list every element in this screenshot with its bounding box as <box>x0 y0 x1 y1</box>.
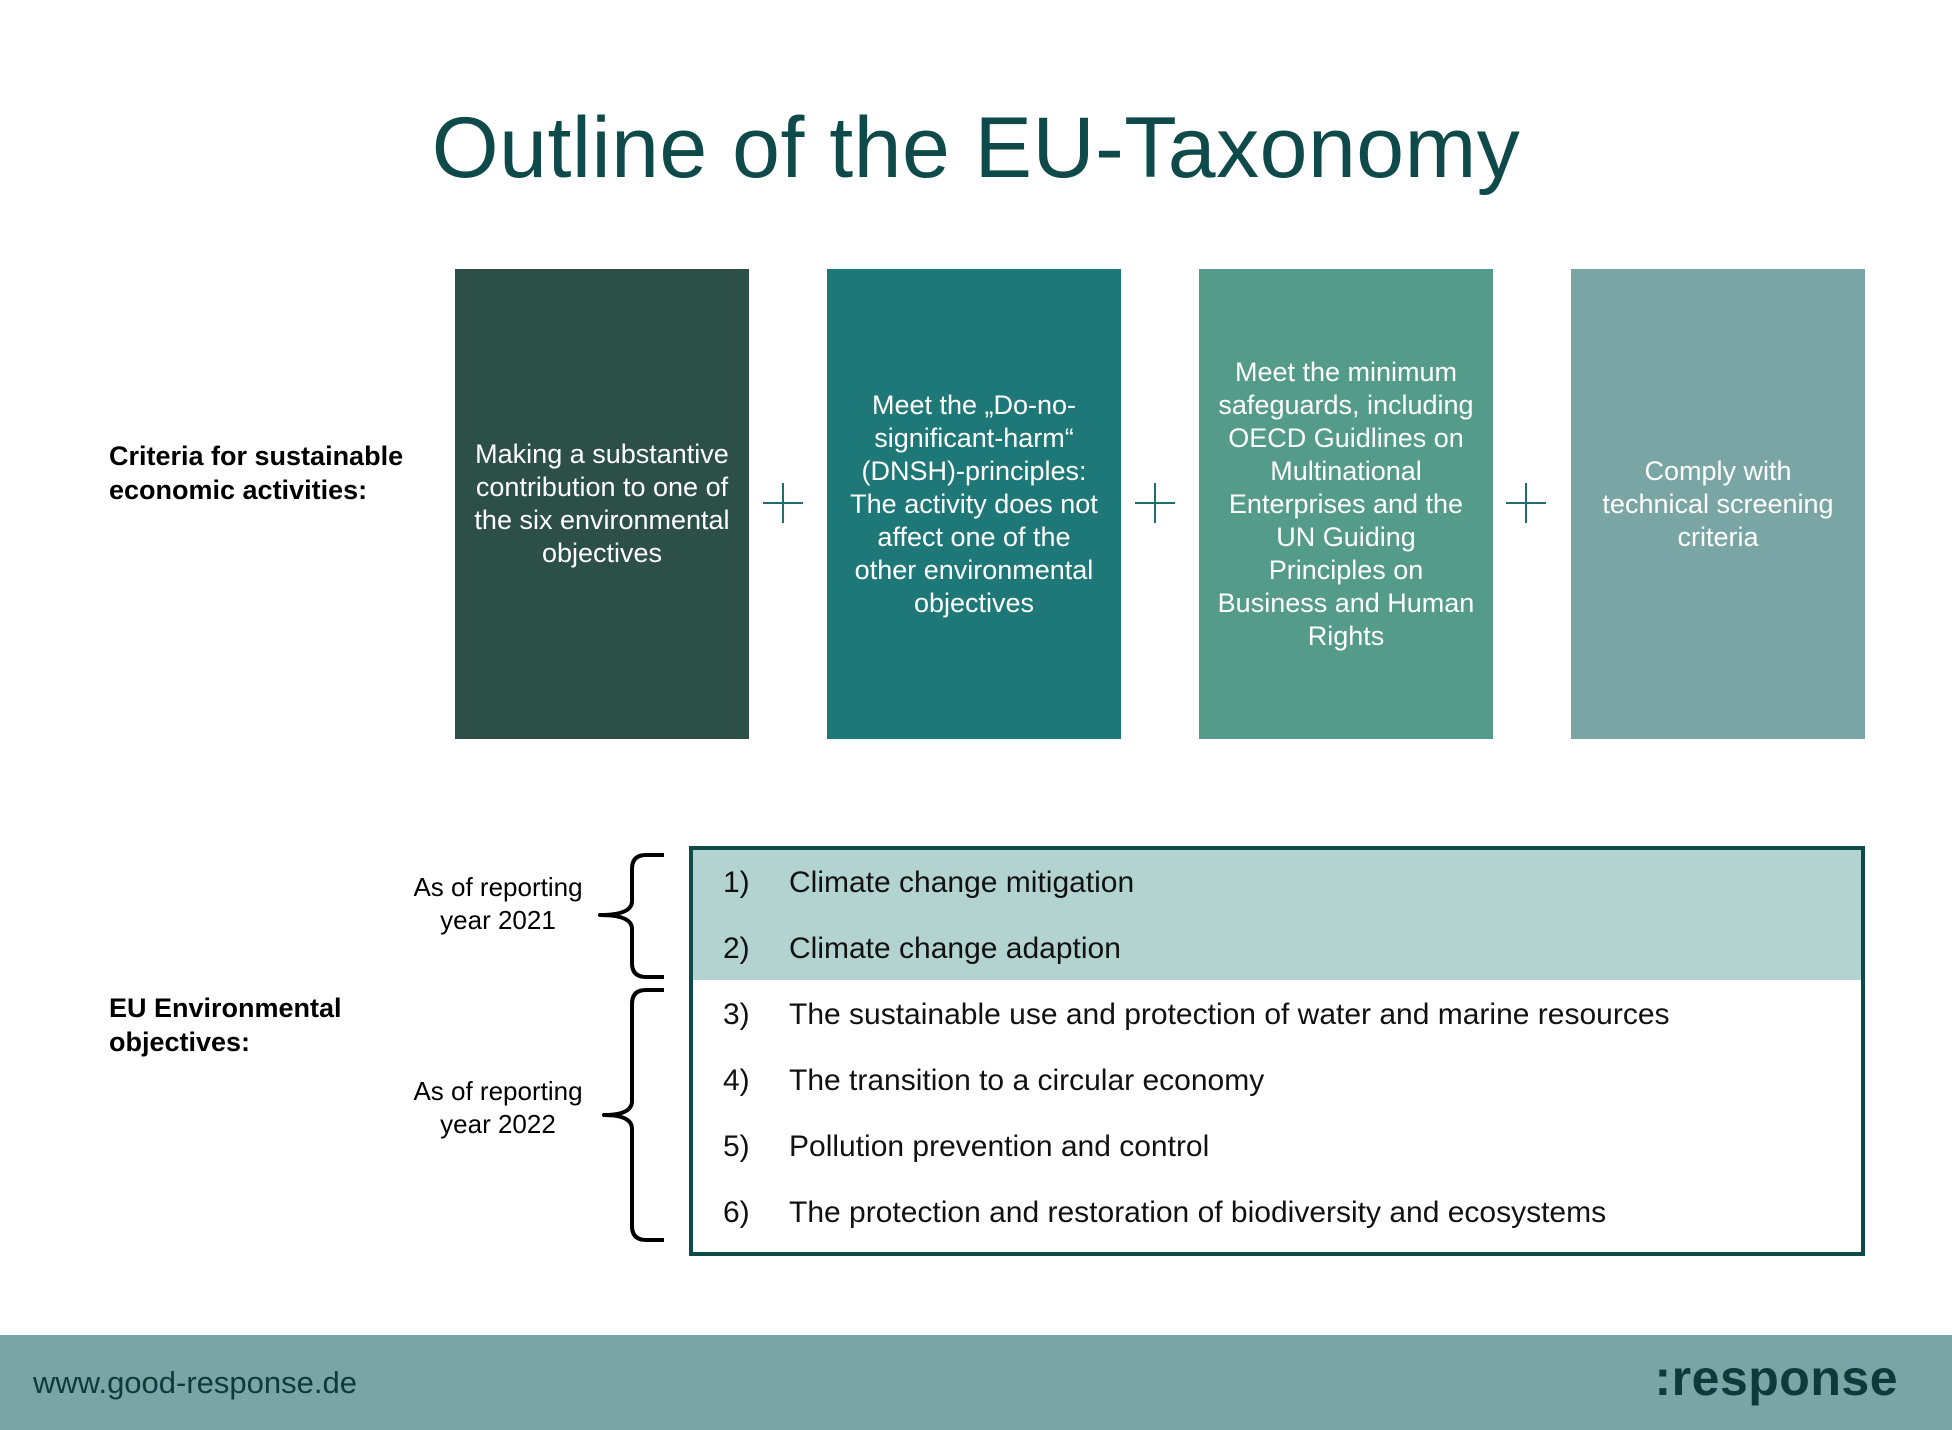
criteria-box-minimum-safeguards: Meet the minimum safeguards, including OECD Guidlines on Multinational Enterprises and the UN Guiding Principles on Business and Human Rights <box>1199 269 1493 739</box>
list-item <box>693 982 1861 1048</box>
list-item <box>693 1048 1861 1114</box>
plus-icon <box>763 483 803 523</box>
criteria-box-dnsh: Meet the „Do-no-significant-harm“ (DNSH)-principles: The activity does not affect one of the other environmental objectives <box>827 269 1121 739</box>
objective-text: The transition to a circular economy <box>789 1064 1265 1097</box>
list-item <box>693 1114 1861 1180</box>
plus-icon <box>1135 483 1175 523</box>
group-label-2021: As of reporting year 2021 <box>413 872 583 935</box>
objective-number: 4) <box>723 1064 750 1097</box>
objective-number: 6) <box>723 1196 750 1229</box>
objective-text: Climate change adaption <box>789 932 1121 965</box>
brace-2021-icon <box>596 851 668 981</box>
brace-2022-icon <box>600 986 668 1244</box>
list-item <box>693 916 1861 982</box>
objective-text: The protection and restoration of biodiversity and ecosystems <box>789 1196 1607 1229</box>
criteria-box-substantive-contribution: Making a substantive contribution to one of the six environmental objectives <box>455 269 749 739</box>
objective-text: Pollution prevention and control <box>789 1130 1210 1163</box>
objectives-list <box>689 846 1865 1256</box>
response-logo: :response <box>1654 1350 1898 1406</box>
page-title: Outline of the EU-Taxonomy <box>431 100 1521 196</box>
objective-number: 1) <box>723 866 750 899</box>
group-label-2022: As of reporting year 2022 <box>413 1076 583 1139</box>
plus-icon <box>1506 483 1546 523</box>
footer-bar <box>0 1335 1952 1430</box>
criteria-label: Criteria for sustainable economic activities: <box>109 441 404 505</box>
footer-url-link[interactable]: www.good-response.de <box>33 1365 357 1400</box>
objective-number: 3) <box>723 998 750 1031</box>
objectives-label: EU Environmental objectives: <box>109 993 342 1057</box>
objective-number: 5) <box>723 1130 750 1163</box>
criteria-box-technical-screening: Comply with technical screening criteria <box>1571 269 1865 739</box>
list-item <box>693 1180 1861 1246</box>
objective-text: Climate change mitigation <box>789 866 1135 899</box>
objective-number: 2) <box>723 932 750 965</box>
list-item <box>693 850 1861 916</box>
objective-text: The sustainable use and protection of water and marine resources <box>789 998 1670 1031</box>
